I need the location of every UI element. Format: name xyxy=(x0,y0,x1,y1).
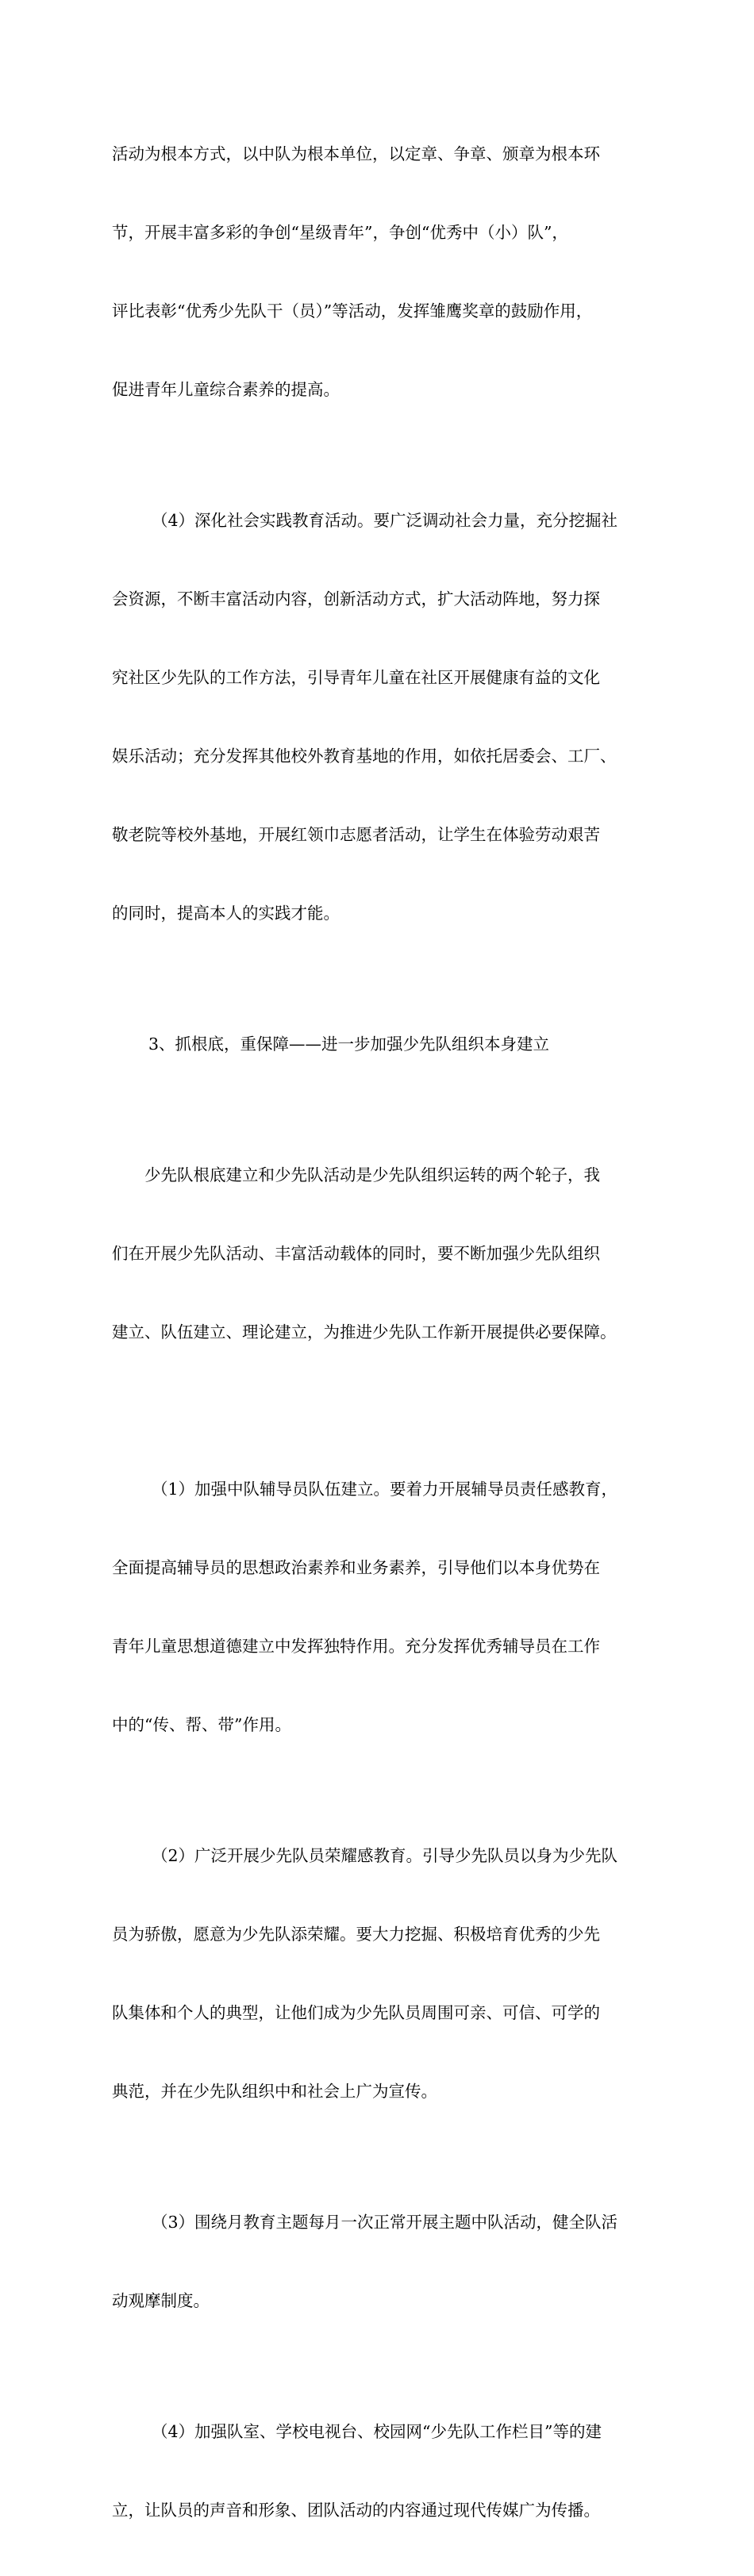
text-line: 青年儿童思想道德建立中发挥独特作用。充分发挥优秀辅导员在工作 xyxy=(112,1637,600,1656)
paragraph-social-practice xyxy=(112,455,652,979)
paragraph-counselor-team xyxy=(112,1424,652,1791)
text-line: 中的“传、帮、带”作用。 xyxy=(112,1715,291,1734)
blank-line xyxy=(112,1398,652,1424)
text-line: 少先队根底建立和少先队活动是少先队组织运转的两个轮子，我 xyxy=(144,1165,600,1184)
text-line: 动观摩制度。 xyxy=(112,2291,210,2310)
text-line: 活动为根本方式，以中队为根本单位，以定章、争章、颁章为根本环 xyxy=(112,144,600,163)
text-line: （4）深化社会实践教育活动。要广泛调动社会力量，充分挖掘社 xyxy=(152,511,618,530)
text-line: 全面提高辅导员的思想政治素养和业务素养，引导他们以本身优势在 xyxy=(112,1558,600,1577)
text-line: 究社区少先队的工作方法，引导青年儿童在社区开展健康有益的文化 xyxy=(112,668,600,687)
paragraph-honor-education xyxy=(112,1791,652,2157)
heading-line: 3、抓根底，重保障——进一步加强少先队组织本身建立 xyxy=(148,1035,550,1054)
text-line: 娱乐活动；充分发挥其他校外教育基地的作用，如依托居委会、工厂、 xyxy=(112,747,617,766)
text-line: 典范，并在少先队组织中和社会上广为宣传。 xyxy=(112,2082,437,2101)
text-line: 建立、队伍建立、理论建立，为推进少先队工作新开展提供必要保障。 xyxy=(112,1323,617,1342)
text-line: （4）加强队室、学校电视台、校园网“少先队工作栏目”等的建 xyxy=(152,2422,602,2441)
text-line: 们在开展少先队活动、丰富活动载体的同时，要不断加强少先队组织 xyxy=(112,1244,600,1263)
text-line: 立，让队员的声音和形象、团队活动的内容通过现代传媒广为传播。 xyxy=(112,2501,600,2520)
text-line: 促进青年儿童综合素养的提高。 xyxy=(112,380,340,399)
paragraph-star-youth-activities xyxy=(112,89,652,455)
text-line: （2）广泛开展少先队员荣耀感教育。引导少先队员以身为少先队 xyxy=(152,1846,618,1865)
paragraph-organization-building xyxy=(112,1110,652,1398)
text-line: 敬老院等校外基地，开展红领巾志愿者活动，让学生在体验劳动艰苦 xyxy=(112,825,600,844)
text-line: 节，开展丰富多彩的争创“星级青年”，争创“优秀中（小）队”， xyxy=(112,223,568,242)
text-line: 的同时，提高本人的实践才能。 xyxy=(112,904,340,923)
text-line: 评比表彰“优秀少先队干（员）”等活动，发挥雏鹰奖章的鼓励作用， xyxy=(112,301,593,321)
text-line: （1）加强中队辅导员队伍建立。要着力开展辅导员责任感教育， xyxy=(152,1480,618,1499)
document-page xyxy=(112,89,652,2576)
text-line: 队集体和个人的典型，让他们成为少先队员周围可亲、可信、可学的 xyxy=(112,2003,600,2022)
text-line: （3）围绕月教育主题每月一次正常开展主题中队活动，健全队活 xyxy=(152,2213,618,2232)
section-heading xyxy=(112,979,652,1110)
text-line: 会资源，不断丰富活动内容，创新活动方式，扩大活动阵地，努力探 xyxy=(112,589,600,608)
paragraph-media-building xyxy=(112,2367,652,2576)
paragraph-monthly-theme xyxy=(112,2157,652,2367)
text-line: 员为骄傲，愿意为少先队添荣耀。要大力挖掘、积极培育优秀的少先 xyxy=(112,1925,600,1944)
